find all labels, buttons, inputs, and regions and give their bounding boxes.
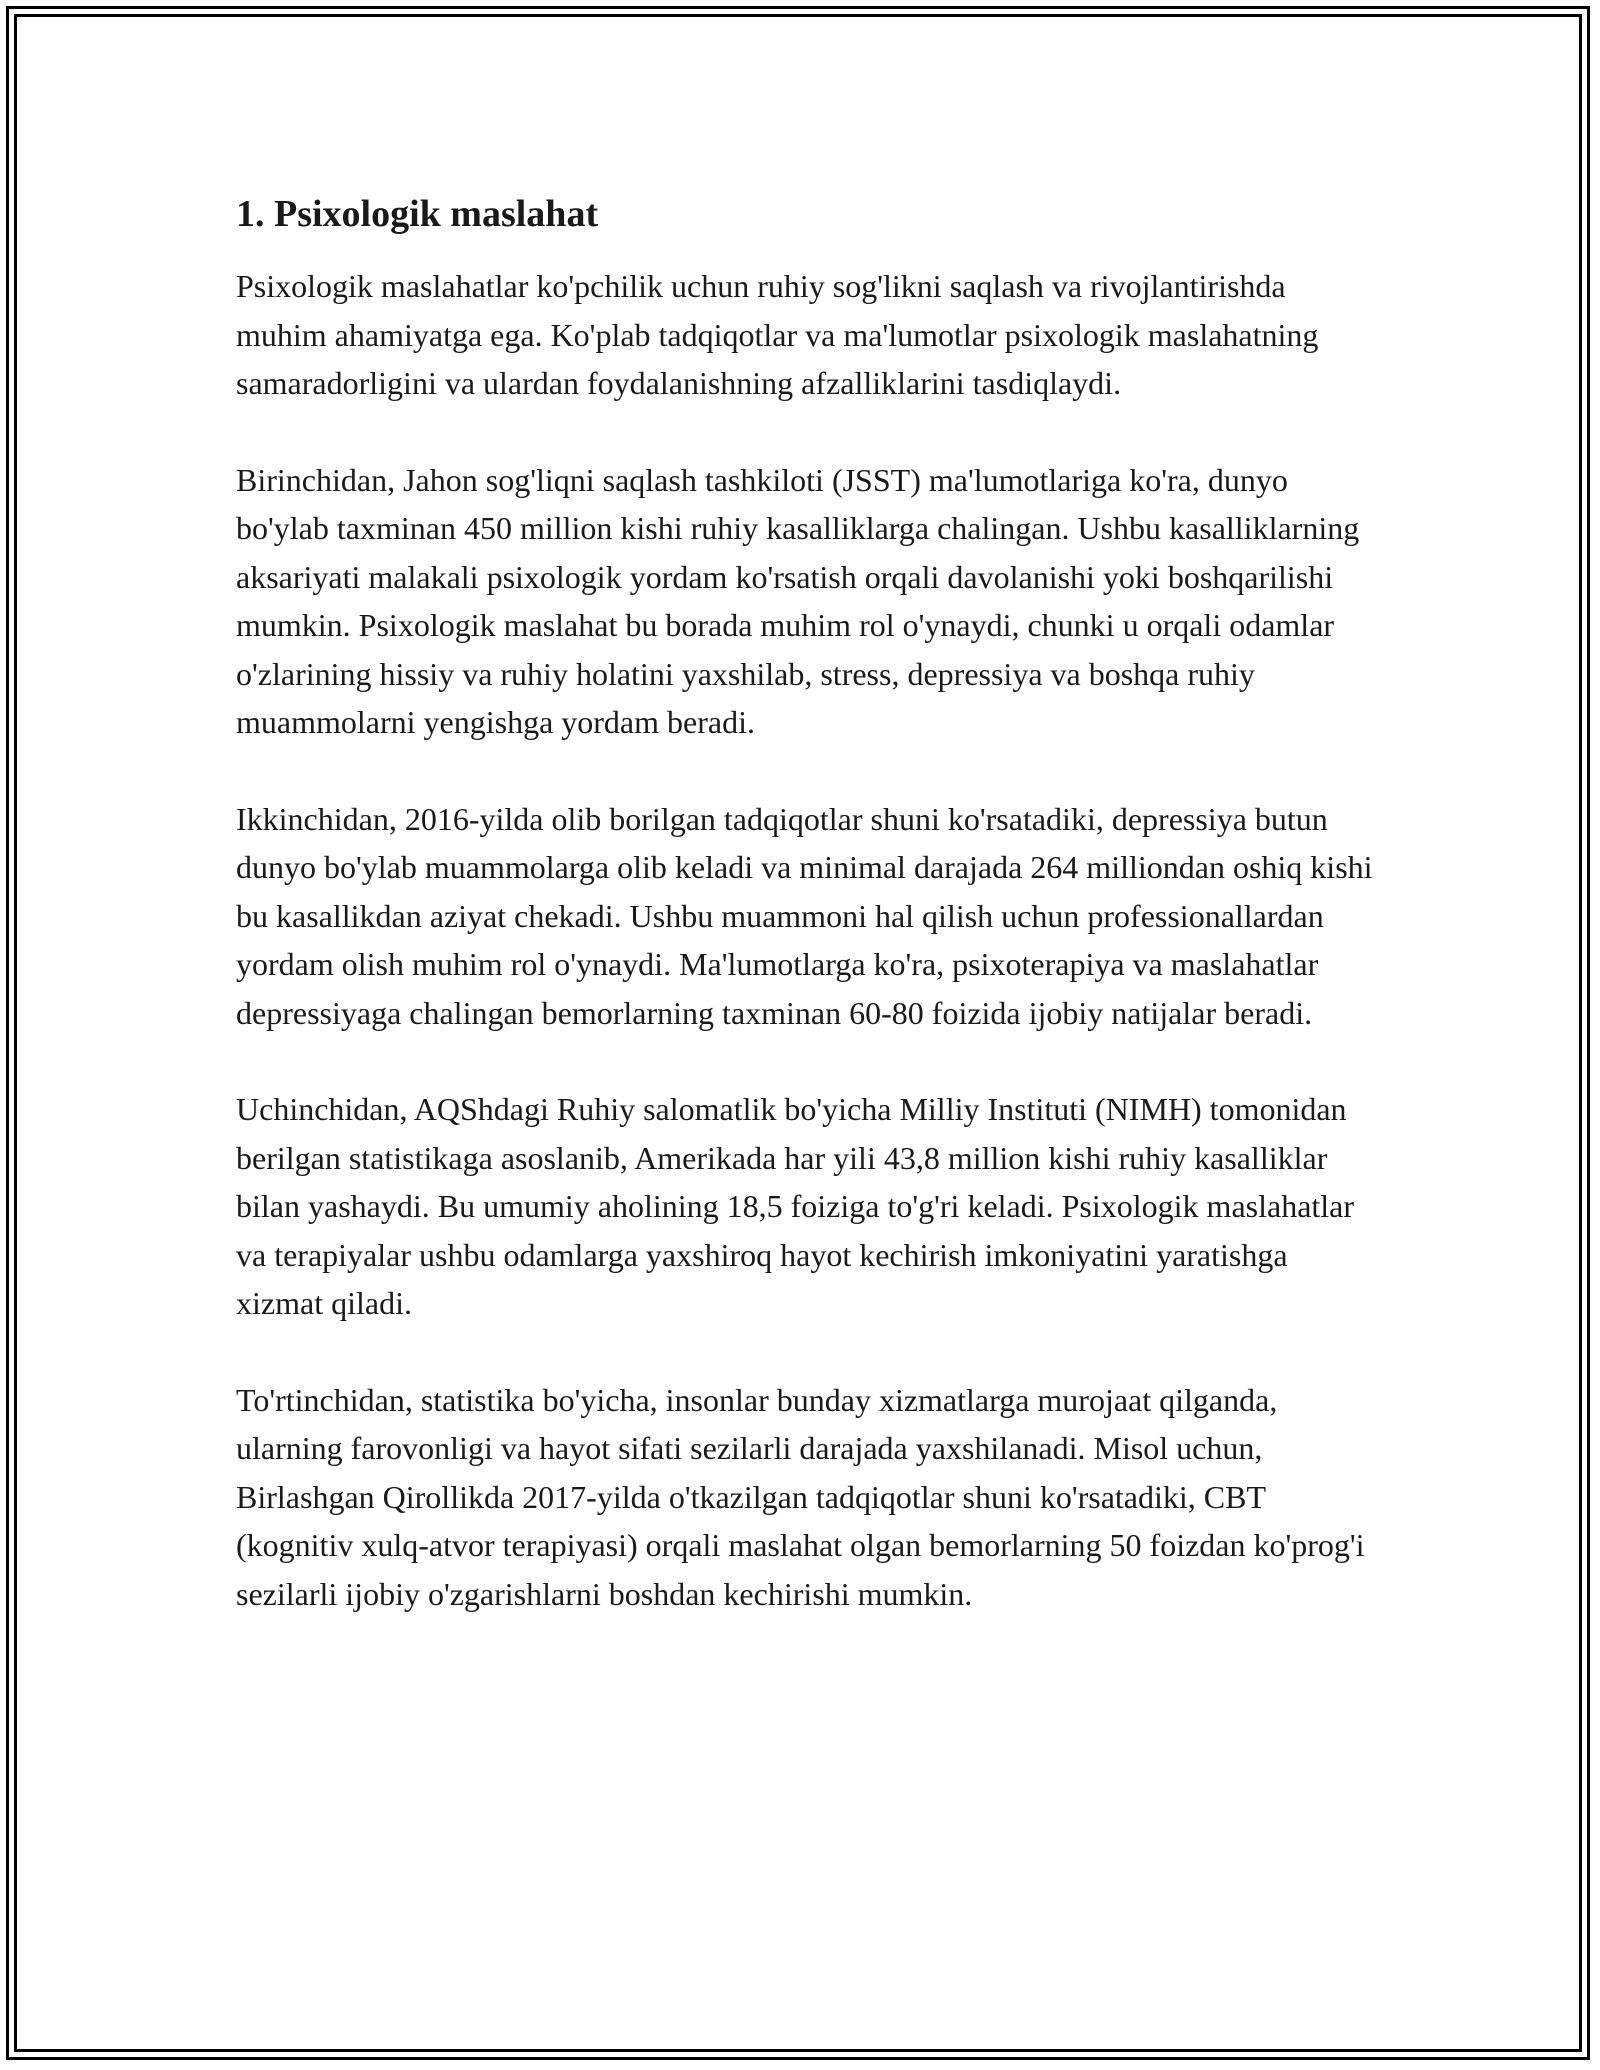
- paragraph-first-point: Birinchidan, Jahon sog'liqni saqlash tashkiloti (JSST) ma'lumotlariga ko'ra, dunyo bo'ylab taxminan 450 million kishi ruhiy kasalliklarga chalingan. Ushbu kasalliklarning aksariyati malakali psixologik yordam ko'rsatish orqali davolanishi yoki boshqarilishi mumkin. Psixologik maslahat bu borada muhim rol o'ynaydi, chunki u orqali odamlar o'zlarining hissiy va ruhiy holatini yaxshilab, stress, depressiya va boshqa ruhiy muammolarni yengishga yordam beradi.: [236, 461, 1360, 740]
- paragraph-second-point: Ikkinchidan, 2016-yilda olib borilgan tadqiqotlar shuni ko'rsatadiki, depressiya butun dunyo bo'ylab muammolarga olib keladi va minimal darajada 264 milliondan oshiq kishi bu kasallikdan aziyat chekadi. Ushbu muammoni hal qilish uchun professionallardan yordam olish muhim rol o'ynaydi. Ma'lumotlarga ko'ra, psixoterapiya va maslahatlar depressiyaga chalingan bemorlarning taxminan 60-80 foizida ijobiy natijalar beradi.: [236, 800, 1373, 1031]
- document-body: [236, 188, 1376, 1666]
- paragraph-intro: Psixologik maslahatlar ko'pchilik uchun ruhiy sog'likni saqlash va rivojlantirishda muhim ahamiyatga ega. Ko'plab tadqiqotlar va ma'lumotlar psixologik maslahatning samaradorligini va ulardan foydalanishning afzalliklarini tasdiqlaydi.: [236, 268, 1319, 401]
- paragraph-third-point: Uchinchidan, AQShdagi Ruhiy salomatlik bo'yicha Milliy Instituti (NIMH) tomonidan berilgan statistikaga asoslanib, Amerikada har yili 43,8 million kishi ruhiy kasalliklar bilan yashaydi. Bu umumiy aholining 18,5 foiziga to'g'ri keladi. Psixologik maslahatlar va terapiyalar ushbu odamlarga yaxshiroq hayot kechirish imkoniyatini yaratishga xizmat qiladi.: [236, 1091, 1355, 1321]
- section-heading: 1. Psixologik maslahat: [236, 193, 599, 235]
- paragraph-fourth-point: To'rtinchidan, statistika bo'yicha, insonlar bunday xizmatlarga murojaat qilganda, ularning farovonligi va hayot sifati sezilarli darajada yaxshilanadi. Misol uchun, Birlashgan Qirollikda 2017-yilda o'tkazilgan tadqiqotlar shuni ko'rsatadiki, CBT (kognitiv xulq-atvor terapiyasi) orqali maslahat olgan bemorlarning 50 foizdan ko'prog'i sezilarli ijobiy o'zgarishlarni boshdan kechirishi mumkin.: [236, 1381, 1365, 1612]
